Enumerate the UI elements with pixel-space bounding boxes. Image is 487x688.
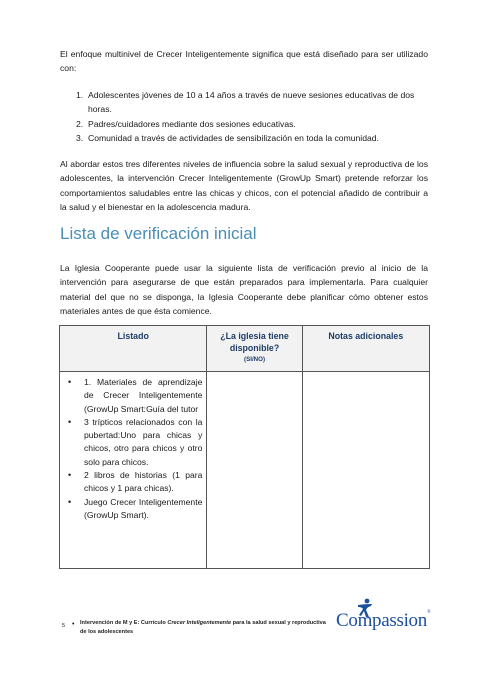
- list-item: • Juego Crecer Inteligentemente (GrowUp Smart).: [68, 496, 203, 520]
- bullet-icon: •: [68, 377, 72, 387]
- bullet-icon: •: [68, 496, 72, 507]
- list-item: • 1. Materiales de aprendizaje de Crecer Inteligentemente (GrowUp Smart:Guía del tutor: [68, 377, 203, 414]
- materials-list: [66, 376, 202, 522]
- list-item: 1. Adolescentes jóvenes de 10 a 14 años a través de nueve sesiones educativas de dos horas.: [76, 90, 415, 115]
- availability-cell[interactable]: [207, 372, 302, 569]
- header-disponible: ¿La iglesia tiene disponible? (SI/NO): [207, 326, 302, 372]
- section-paragraph: La Iglesia Cooperante puede usar la siguiente lista de verificación previo al inicio de la intervención para asegurarse de que están preparados para implementarla. Para cualquier material del que no se disponga, la Iglesia Cooperante debe planificar cómo obtener estos materiales antes de que ésta comience.: [60, 263, 428, 316]
- checklist-table: [59, 325, 430, 569]
- header-listado: Listado: [60, 326, 207, 372]
- bullet-icon: •: [68, 416, 72, 427]
- header-disponible-sub: (SI/NO): [244, 356, 265, 363]
- footer-separator: •: [72, 621, 75, 628]
- header-notas: Notas adicionales: [302, 326, 429, 372]
- notes-cell[interactable]: [302, 372, 429, 569]
- list-item: 3. Comunidad a través de actividades de sensibilización en toda la comunidad.: [76, 132, 379, 143]
- list-item: 2. Padres/cuidadores mediante dos sesiones educativas.: [76, 118, 296, 129]
- bullet-icon: •: [68, 470, 72, 481]
- table-row: [60, 372, 430, 569]
- table-header-row: [60, 326, 430, 372]
- intro-paragraph: El enfoque multinivel de Crecer Inteligentemente significa que está diseñado para ser utilizado con:: [60, 49, 428, 74]
- materials-cell: [60, 372, 207, 569]
- list-item: • 2 libros de historias (1 para chicos y 1 para chicas).: [68, 470, 203, 494]
- section-heading: Lista de verificación inicial: [60, 224, 257, 243]
- list-item: • 3 trípticos relacionados con la pubertad:Uno para chicas y chicos, otro para chicos y otro solo para chicos.: [68, 416, 203, 467]
- page-number: 5: [62, 623, 66, 629]
- footer-text: Intervención de M y E: Currículo Crecer Inteligentemente para la salud sexual y reproductiva de los adolescentes: [80, 620, 326, 635]
- compassion-logo: Compassion®: [336, 598, 436, 640]
- closing-paragraph: Al abordar estos tres diferentes niveles de influencia sobre la salud sexual y reproductiva de los adolescentes, la intervención Crecer Inteligentemente (GrowUp Smart) pretende reforzar los comportamientos saludables entre las chicas y chicos, con el potencial añadido de contribuir a la salud y el bienestar en la adolescencia madura.: [60, 159, 428, 212]
- audience-list: [60, 88, 428, 145]
